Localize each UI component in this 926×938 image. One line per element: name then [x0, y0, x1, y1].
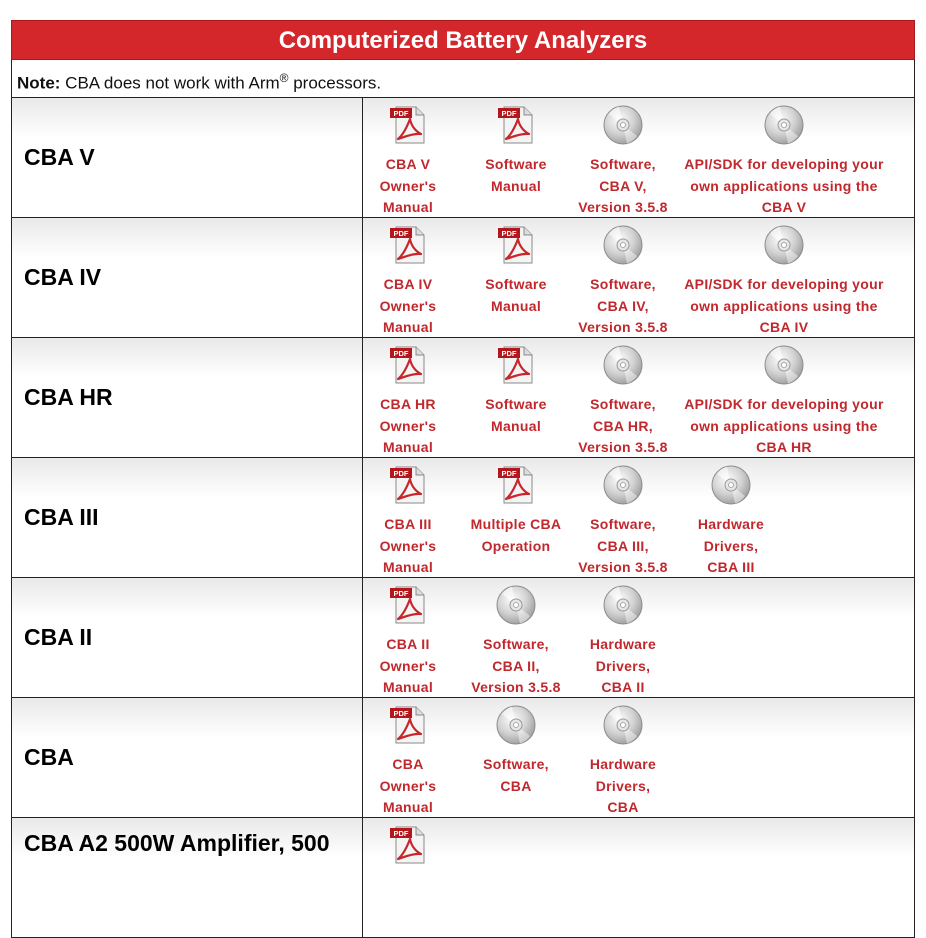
product-name: CBA	[24, 744, 74, 770]
software-download-link[interactable]	[573, 705, 673, 819]
cd-icon	[764, 105, 804, 145]
product-name: CBA II	[24, 624, 93, 650]
product-name: CBA III	[24, 504, 99, 530]
download-label: CBA Owner's Manual	[379, 756, 437, 816]
pdf-download-link[interactable]	[373, 465, 443, 579]
cd-icon	[496, 585, 536, 625]
download-label: Software, CBA	[483, 756, 549, 794]
download-label: CBA II Owner's Manual	[379, 636, 437, 696]
software-download-link[interactable]	[573, 345, 673, 459]
pdf-download-link[interactable]	[373, 345, 443, 459]
download-label: Software Manual	[485, 396, 547, 434]
cd-icon	[603, 465, 643, 505]
pdf-download-link[interactable]	[461, 465, 571, 557]
download-label: CBA IV Owner's Manual	[379, 276, 437, 336]
pdf-icon	[496, 105, 536, 145]
battery-analyzers-table	[11, 20, 915, 938]
software-download-link[interactable]	[679, 105, 889, 219]
table-row	[11, 98, 915, 218]
cd-icon	[711, 465, 751, 505]
pdf-badge-text: PDF	[393, 109, 409, 118]
pdf-badge-text: PDF	[393, 349, 409, 358]
pdf-icon	[388, 345, 428, 385]
software-download-link[interactable]	[679, 225, 889, 339]
registered-mark: ®	[279, 71, 289, 85]
software-download-link[interactable]	[686, 465, 776, 579]
download-label: CBA HR Owner's Manual	[379, 396, 437, 456]
download-label: CBA III Owner's Manual	[379, 516, 437, 576]
pdf-icon	[388, 585, 428, 625]
note-row	[11, 60, 915, 98]
pdf-download-link[interactable]	[373, 225, 443, 339]
cd-icon	[603, 225, 643, 265]
product-name-cell	[12, 818, 363, 937]
download-label: Software, CBA IV, Version 3.5.8	[578, 276, 668, 336]
table-row	[11, 338, 915, 458]
download-label: Hardware Drivers, CBA II	[589, 636, 657, 696]
pdf-icon	[496, 345, 536, 385]
product-name-cell	[12, 458, 363, 577]
software-download-link[interactable]	[573, 585, 673, 699]
product-name: CBA HR	[24, 384, 113, 410]
product-name-cell	[12, 218, 363, 337]
note-label: Note:	[17, 73, 61, 93]
software-download-link[interactable]	[573, 465, 673, 579]
pdf-badge-text: PDF	[393, 469, 409, 478]
table-row	[11, 458, 915, 578]
pdf-download-link[interactable]	[373, 825, 443, 865]
table-row	[11, 218, 915, 338]
download-label: Software, CBA V, Version 3.5.8	[578, 156, 668, 216]
pdf-icon	[496, 225, 536, 265]
cd-icon	[603, 705, 643, 745]
download-label: Software Manual	[485, 156, 547, 194]
download-label: Software, CBA III, Version 3.5.8	[578, 516, 668, 576]
pdf-icon	[388, 225, 428, 265]
cd-icon	[764, 345, 804, 385]
product-name-cell	[12, 338, 363, 457]
download-label: Software, CBA HR, Version 3.5.8	[578, 396, 668, 456]
note-text: CBA does not work with Arm	[60, 73, 280, 93]
software-download-link[interactable]	[573, 105, 673, 219]
note-tail: processors.	[288, 73, 382, 93]
pdf-badge-text: PDF	[501, 469, 517, 478]
software-download-link[interactable]	[461, 705, 571, 797]
cd-icon	[764, 225, 804, 265]
download-label: Software, CBA II, Version 3.5.8	[471, 636, 561, 696]
product-name: CBA V	[24, 144, 95, 170]
cd-icon	[496, 705, 536, 745]
pdf-badge-text: PDF	[393, 589, 409, 598]
pdf-download-link[interactable]	[373, 705, 443, 819]
download-label: CBA V Owner's Manual	[379, 156, 437, 216]
software-download-link[interactable]	[573, 225, 673, 339]
table-row	[11, 578, 915, 698]
product-name: CBA A2 500W Amplifier, 500	[24, 830, 330, 856]
download-label: API/SDK for developing your own applications using the CBA V	[684, 156, 884, 216]
product-name: CBA IV	[24, 264, 102, 290]
table-row	[11, 698, 915, 818]
software-download-link[interactable]	[679, 345, 889, 459]
pdf-badge-text: PDF	[501, 349, 517, 358]
download-label: API/SDK for developing your own applications using the CBA IV	[684, 276, 884, 336]
pdf-download-link[interactable]	[461, 225, 571, 317]
pdf-download-link[interactable]	[461, 345, 571, 437]
product-name-cell	[12, 578, 363, 697]
pdf-download-link[interactable]	[373, 585, 443, 699]
product-name-cell	[12, 98, 363, 217]
pdf-icon	[388, 105, 428, 145]
table-title: Computerized Battery Analyzers	[11, 20, 915, 60]
pdf-icon	[388, 465, 428, 505]
software-download-link[interactable]	[461, 585, 571, 699]
pdf-badge-text: PDF	[501, 109, 517, 118]
pdf-download-link[interactable]	[373, 105, 443, 219]
pdf-icon	[496, 465, 536, 505]
pdf-badge-text: PDF	[501, 229, 517, 238]
product-name-cell	[12, 698, 363, 817]
cd-icon	[603, 105, 643, 145]
download-label: API/SDK for developing your own applications using the CBA HR	[684, 396, 884, 456]
cd-icon	[603, 585, 643, 625]
download-label: Multiple CBA Operation	[470, 516, 562, 554]
cd-icon	[603, 345, 643, 385]
pdf-icon	[388, 825, 428, 865]
pdf-badge-text: PDF	[393, 829, 409, 838]
download-label: Hardware Drivers, CBA	[589, 756, 657, 816]
download-label: Software Manual	[485, 276, 547, 314]
pdf-icon	[388, 705, 428, 745]
pdf-download-link[interactable]	[461, 105, 571, 197]
table-row	[11, 818, 915, 938]
pdf-badge-text: PDF	[393, 229, 409, 238]
pdf-badge-text: PDF	[393, 709, 409, 718]
download-label: Hardware Drivers, CBA III	[697, 516, 765, 576]
